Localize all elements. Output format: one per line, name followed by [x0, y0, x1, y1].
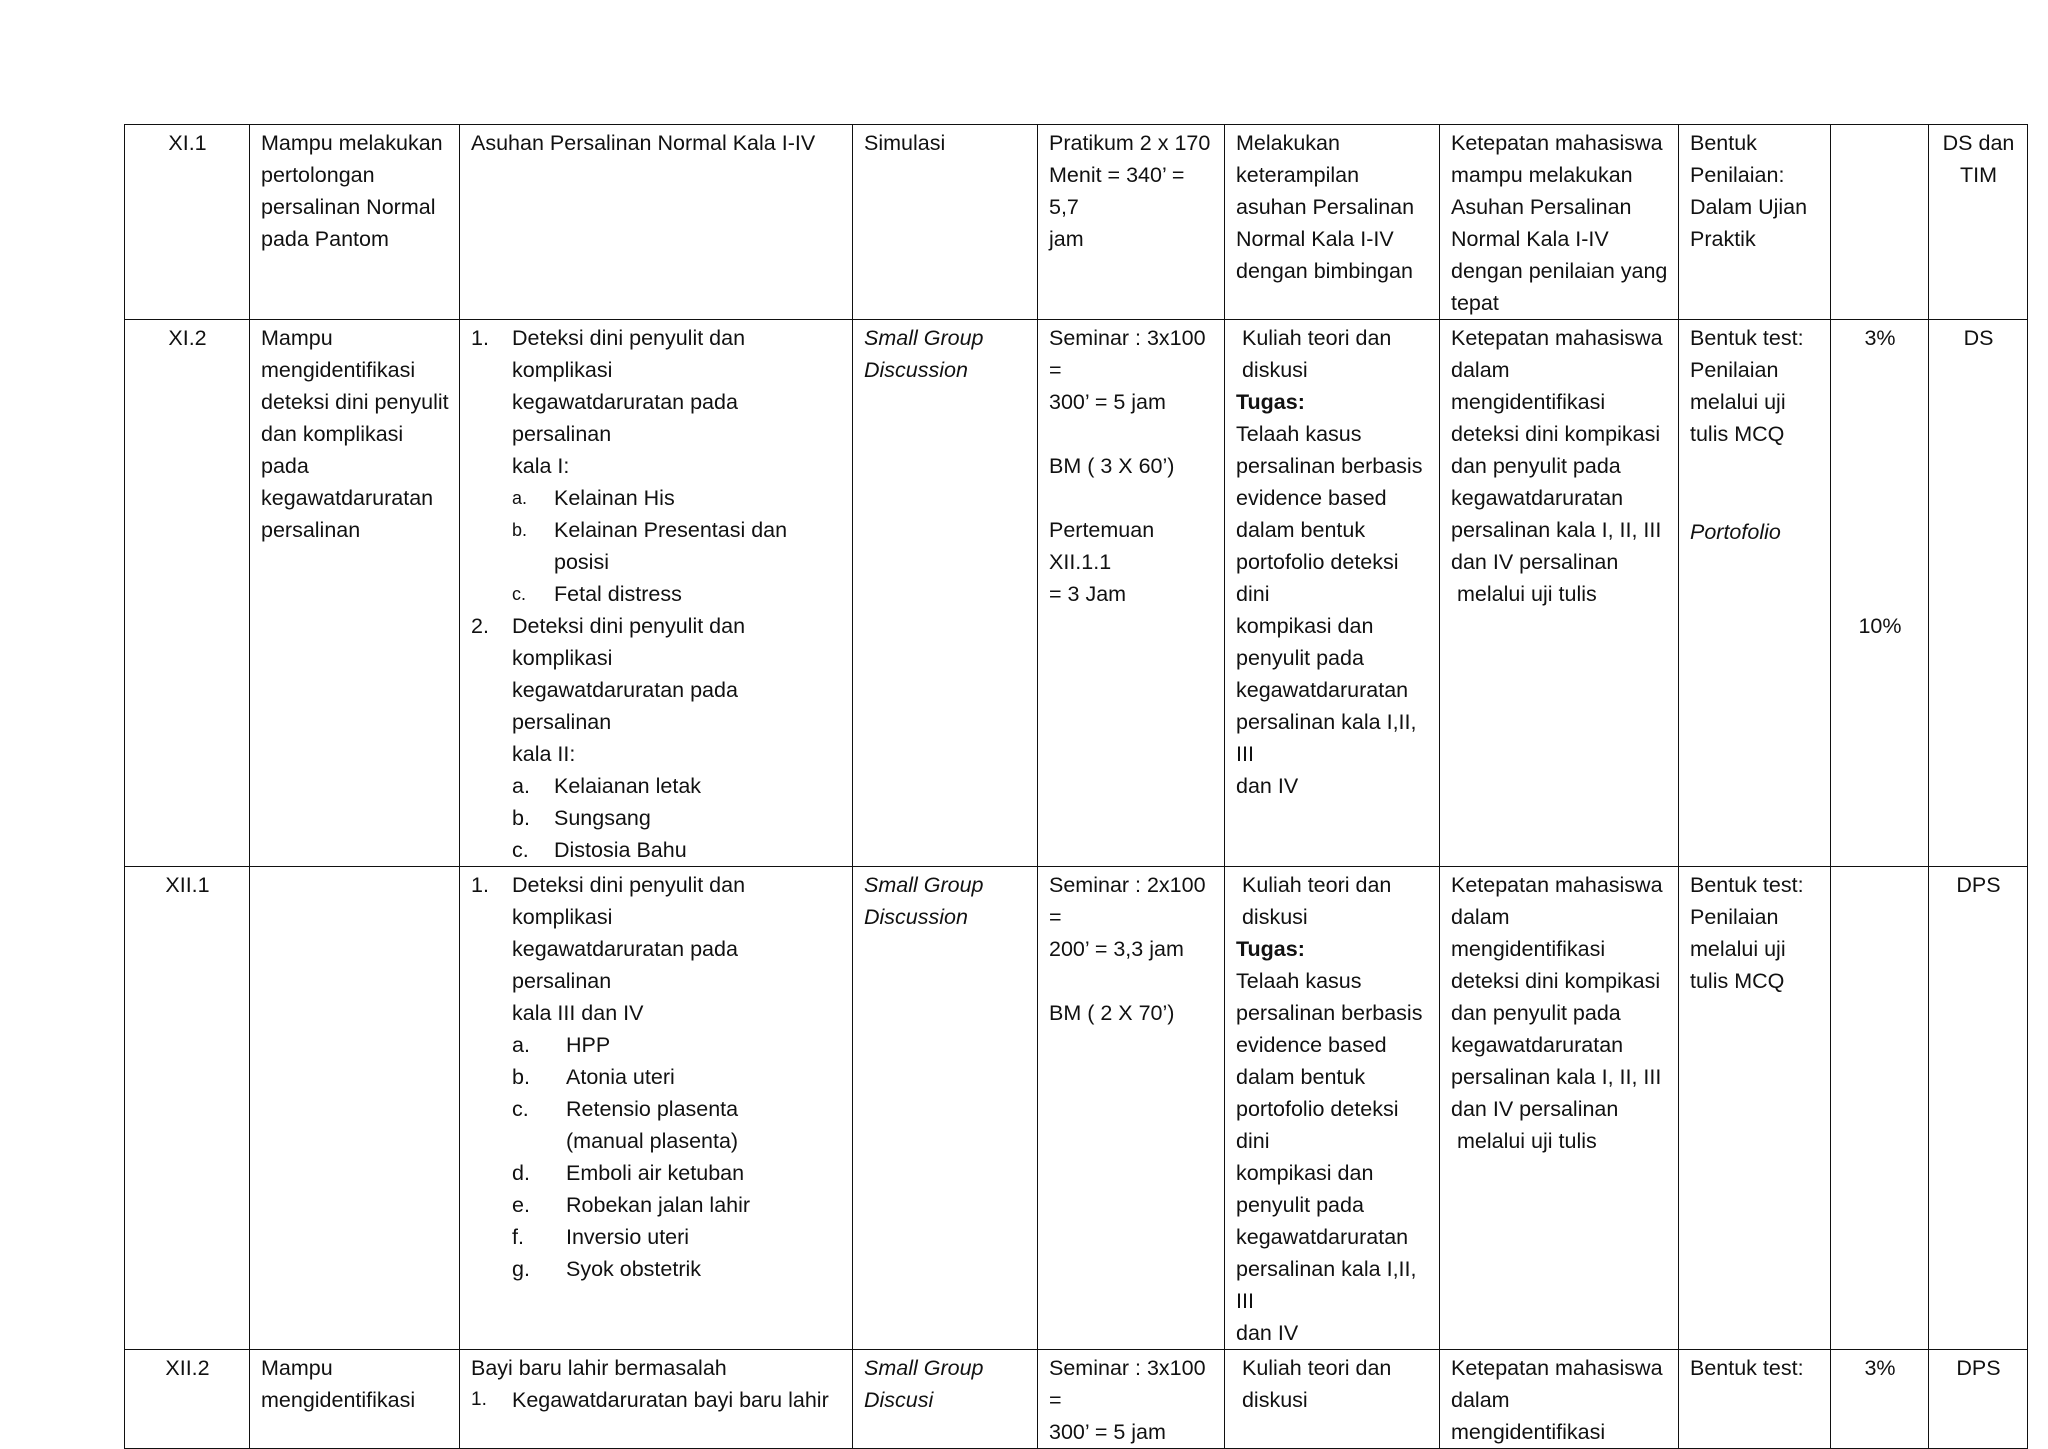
weight-cell: 3% 10%	[1831, 320, 1929, 867]
row-code: XI.2	[125, 320, 250, 867]
lecturer-cell: DS dan TIM	[1929, 125, 2028, 320]
weight-cell: 3%	[1831, 1350, 1929, 1449]
material-list	[471, 869, 842, 1285]
list-item: b. Kelainan Presentasi dan posisi	[512, 518, 788, 574]
task-label: Tugas:	[1236, 937, 1305, 961]
time-cell: Pratikum 2 x 170 Menit = 340’ = 5,7 jam	[1038, 125, 1225, 320]
weight-cell	[1831, 867, 1929, 1350]
list-item: a. Kelainan His	[512, 486, 675, 510]
material-list	[471, 1384, 842, 1416]
sub-list	[512, 770, 842, 866]
list-item: c. Distosia Bahu	[512, 838, 687, 862]
criteria-cell: Ketepatan mahasiswa dalam mengidentifikasi	[1440, 1350, 1679, 1449]
list-item: 1. Deteksi dini penyulit dan komplikasi kegawatdaruratan pada persalinan kala I: a. Kelainan His b. Kelainan Presentasi dan posisi c. Fetal distress	[471, 322, 842, 610]
material-cell	[460, 867, 853, 1350]
task-label: Tugas:	[1236, 390, 1305, 414]
time-cell: Seminar : 3x100 = 300’ = 5 jam BM ( 3 X 60’) Pertemuan XII.1.1 = 3 Jam	[1038, 320, 1225, 867]
time-cell: Seminar : 2x100 = 200’ = 3,3 jam BM ( 2 X 70’)	[1038, 867, 1225, 1350]
list-item: 1. Deteksi dini penyulit dan komplikasi kegawatdaruratan pada persalinan kala III dan IV a. HPP b. Atonia uteri c. Retensio plasenta (manual plasenta) d. Emboli air ketuban e. Robekan jalan lahir f. Inversio uteri g. Syok obstetrik	[471, 869, 842, 1285]
capability-cell: Mampu melakukan pertolongan persalinan Normal pada Pantom	[250, 125, 460, 320]
list-item: 1. Kegawatdaruratan bayi baru lahir	[471, 1388, 829, 1412]
row-code: XII.2	[125, 1350, 250, 1449]
table-row	[125, 320, 2028, 867]
sub-list	[512, 1029, 842, 1285]
weight-cell	[1831, 125, 1929, 320]
lecturer-cell: DS	[1929, 320, 2028, 867]
material-list	[471, 322, 842, 866]
experience-cell: Melakukan keterampilan asuhan Persalinan Normal Kala I-IV dengan bimbingan	[1225, 125, 1440, 320]
list-item: g. Syok obstetrik	[512, 1257, 702, 1281]
lecturer-cell: DPS	[1929, 867, 2028, 1350]
criteria-cell: Ketepatan mahasiswa dalam mengidentifikasi deteksi dini kompikasi dan penyulit pada kegawatdaruratan persalinan kala I, II, III dan IV persalinan melalui uji tulis	[1440, 867, 1679, 1350]
list-item: d. Emboli air ketuban	[512, 1161, 745, 1185]
list-item: e. Robekan jalan lahir	[512, 1193, 751, 1217]
list-item: a. HPP	[512, 1033, 611, 1057]
list-item: 2. Deteksi dini penyulit dan komplikasi kegawatdaruratan pada persalinan kala II: a. Kelaianan letak b. Sungsang c. Distosia Bahu	[471, 610, 842, 866]
method-cell: Small Group Discusi	[853, 1350, 1038, 1449]
capability-cell: Mampu mengidentifikasi deteksi dini penyulit dan komplikasi pada kegawatdaruratan persalinan	[250, 320, 460, 867]
method-cell: Small Group Discussion	[853, 320, 1038, 867]
assessment-cell: Bentuk test: Penilaian melalui uji tulis MCQ	[1679, 867, 1831, 1350]
material-cell: Bayi baru lahir bermasalah 1. Kegawatdaruratan bayi baru lahir	[460, 1350, 853, 1449]
list-item: f. Inversio uteri	[512, 1225, 690, 1249]
experience-cell: Kuliah teori dan diskusi Tugas: Telaah kasus persalinan berbasis evidence based dalam bentuk portofolio deteksi dini kompikasi dan penyulit pada kegawatdaruratan persalinan kala I,II, III dan IV	[1225, 867, 1440, 1350]
capability-cell: Mampu mengidentifikasi	[250, 1350, 460, 1449]
row-code: XI.1	[125, 125, 250, 320]
rps-table	[124, 124, 2028, 1449]
criteria-cell: Ketepatan mahasiswa mampu melakukan Asuhan Persalinan Normal Kala I-IV dengan penilaian yang tepat	[1440, 125, 1679, 320]
capability-cell	[250, 867, 460, 1350]
experience-cell: Kuliah teori dan diskusi Tugas: Telaah kasus persalinan berbasis evidence based dalam bentuk portofolio deteksi dini kompikasi dan penyulit pada kegawatdaruratan persalinan kala I,II, III dan IV	[1225, 320, 1440, 867]
assessment-cell: Bentuk Penilaian: Dalam Ujian Praktik	[1679, 125, 1831, 320]
list-item: a. Kelaianan letak	[512, 774, 702, 798]
time-cell: Seminar : 3x100 = 300’ = 5 jam	[1038, 1350, 1225, 1449]
assessment-cell: Bentuk test: Penilaian melalui uji tulis MCQ Portofolio	[1679, 320, 1831, 867]
material-cell	[460, 320, 853, 867]
experience-cell: Kuliah teori dan diskusi	[1225, 1350, 1440, 1449]
sub-list	[512, 482, 842, 610]
table-row	[125, 867, 2028, 1350]
list-item: c. Fetal distress	[512, 582, 682, 606]
method-cell: Simulasi	[853, 125, 1038, 320]
table-row	[125, 125, 2028, 320]
assessment-cell: Bentuk test:	[1679, 1350, 1831, 1449]
row-code: XII.1	[125, 867, 250, 1350]
list-item: b. Sungsang	[512, 806, 651, 830]
criteria-cell: Ketepatan mahasiswa dalam mengidentifikasi deteksi dini kompikasi dan penyulit pada kegawatdaruratan persalinan kala I, II, III dan IV persalinan melalui uji tulis	[1440, 320, 1679, 867]
table-row	[125, 1350, 2028, 1449]
list-item: b. Atonia uteri	[512, 1065, 675, 1089]
lecturer-cell: DPS	[1929, 1350, 2028, 1449]
method-cell: Small Group Discussion	[853, 867, 1038, 1350]
material-cell: Asuhan Persalinan Normal Kala I-IV	[460, 125, 853, 320]
list-item: c. Retensio plasenta (manual plasenta)	[512, 1097, 739, 1153]
